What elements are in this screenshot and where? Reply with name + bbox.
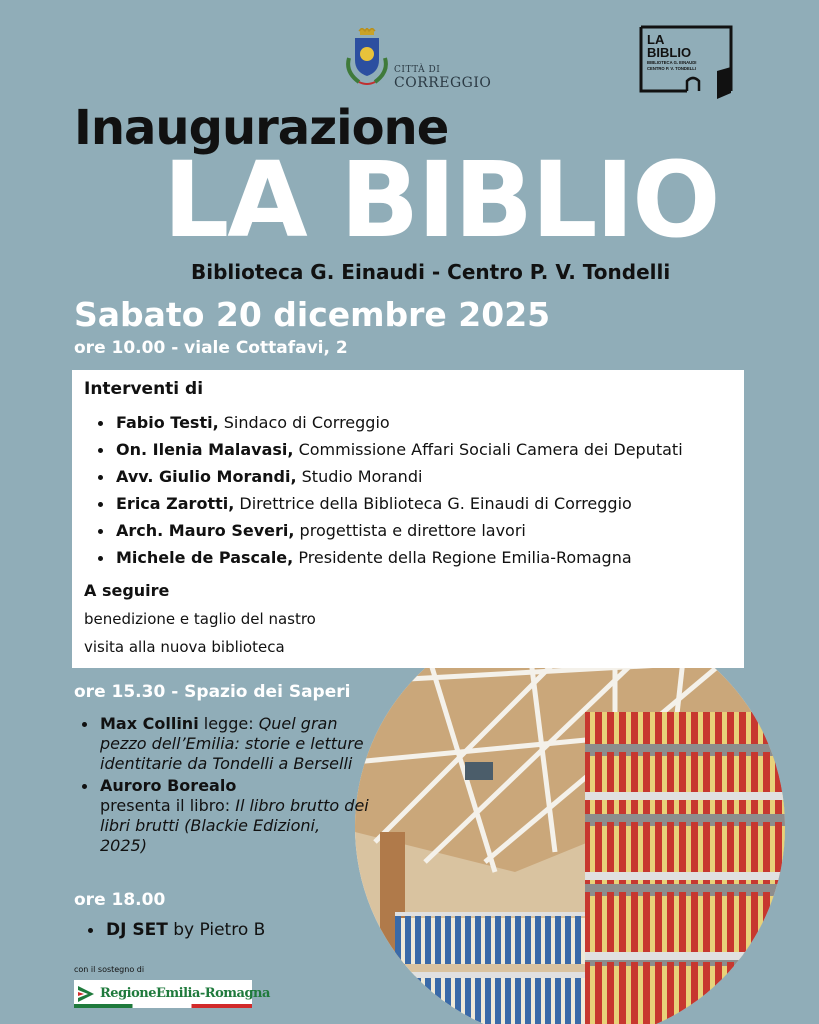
speaker-item [96,440,683,467]
library-interior-illustration [355,612,785,1024]
event-title: LA BIBLIO [163,139,719,261]
region-name: RegioneEmilia-Romagna [100,986,270,1001]
speaker-item [96,467,683,494]
speakers-list [96,413,683,575]
speaker-name: On. Ilenia Malavasi, [116,440,294,459]
city-line-2: CORREGGIO [394,75,492,91]
city-line-1: CITTÀ DI [394,65,441,75]
book-title: Il libro brutto dei libri brutti (Blackie Edizioni, 2025) [100,796,369,855]
item-text: presenta il libro: [100,796,236,815]
speaker-item [96,521,683,548]
speaker-role: progettista e direttore lavori [294,521,526,540]
performer-name: Max Collini [100,714,199,733]
event-date: Sabato 20 dicembre 2025 [74,295,551,334]
speaker-item [96,413,683,440]
speaker-role: Commissione Affari Sociali Camera dei Deputati [293,440,683,459]
afternoon-item [80,776,370,856]
city-name [394,66,491,90]
regione-emilia-romagna-logo [74,980,270,1008]
library-photo [355,612,785,1024]
reading-title: Quel gran pezzo dell’Emilia: storie e letture identitarie da Tondelli a Berselli [100,714,364,773]
morning-time-location: ore 10.00 - viale Cottafavi, 2 [74,338,348,358]
speaker-name: Michele de Pascale, [116,548,294,567]
evening-list [80,920,265,940]
speaker-item [96,548,683,575]
afternoon-list [80,714,370,858]
author-name: Auroro Borealo [100,776,237,795]
afternoon-item [80,714,370,774]
follow-item: visita alla nuova biblioteca [84,638,285,656]
follow-item: benedizione e taglio del nastro [84,610,316,628]
speaker-name: Arch. Mauro Severi, [116,521,295,540]
evening-item [80,920,265,940]
dj-set-label: DJ SET [106,920,168,940]
event-subtitle: Biblioteca G. Einaudi - Centro P. V. Tondelli [191,260,671,284]
event-kicker: Inaugurazione [74,100,449,156]
speaker-role: Presidente della Regione Emilia-Romagna [293,548,632,567]
follow-heading: A seguire [84,581,170,600]
logo-line-1: LA [647,32,665,47]
speaker-item [96,494,683,521]
speaker-role: Sindaco di Correggio [218,413,390,432]
item-text: legge: [198,714,259,733]
logo-line-3: BIBLIOTECA G. EINAUDI [647,60,697,65]
speaker-name: Avv. Giulio Morandi, [116,467,297,486]
evening-time: ore 18.00 [74,890,166,910]
tricolor-bar [74,1004,252,1008]
speaker-name: Erica Zarotti, [116,494,235,513]
speaker-name: Fabio Testi, [116,413,219,432]
speaker-role: Direttrice della Biblioteca G. Einaudi di Correggio [234,494,632,513]
speakers-heading: Interventi di [84,379,204,399]
afternoon-time: ore 15.30 - Spazio dei Saperi [74,682,351,702]
la-biblio-logo [639,25,733,99]
correggio-crest-icon [343,28,391,92]
logo-line-4: CENTRO P. V. TONDELLI [647,66,697,71]
speaker-role: Studio Morandi [296,467,423,486]
dj-name: by Pietro B [167,920,266,940]
logo-line-2: BIBLIO [647,45,692,60]
support-label: con il sostegno di [74,965,145,974]
